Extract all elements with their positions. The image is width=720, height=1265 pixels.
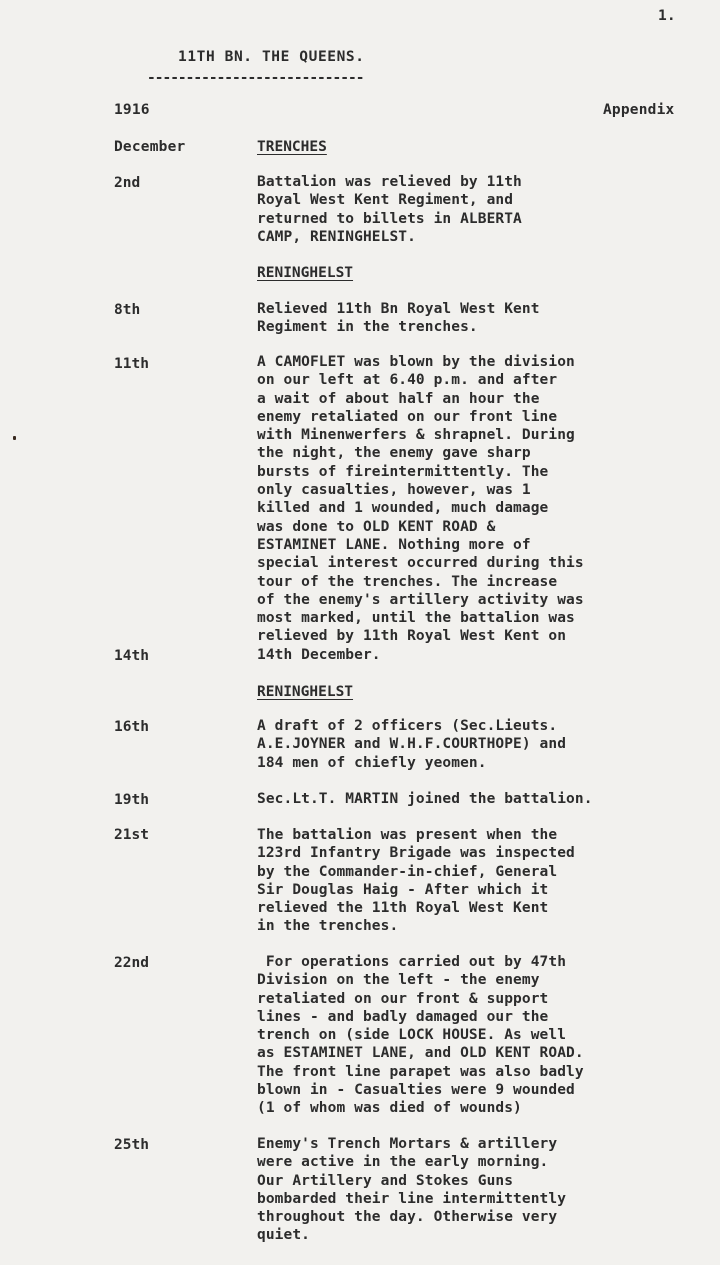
entry-date: 16th xyxy=(114,719,149,735)
section-heading-reninghelst: RENINGHELST xyxy=(257,265,354,281)
diary-entry: A CAMOFLET was blown by the division on our left at 6.40 p.m. and after a wait of about half an hour the enemy retaliated on our front line with Minenwerfers & shrapnel. During the night, the enemy gave sharp bursts of fireintermittently. The only casualties, however, was 1 killed and 1 wounded, much damage was done to OLD KENT ROAD & ESTAMINET LANE. Nothing more of special interest occurred during this tour of the trenches. The increase of the enemy's artillery activity was most marked, until the battalion was relieved by 11th Royal West Kent on 14th December. xyxy=(257,354,584,663)
diary-entry: The battalion was present when the 123rd Infantry Brigade was inspected by the Commander-in-chief, General Sir Douglas Haig - After which it relieved the 11th Royal West Kent in the trenches. xyxy=(257,827,575,935)
title-underline: ---------------------------- xyxy=(147,70,364,86)
entry-date: 21st xyxy=(114,827,149,843)
diary-entry: Sec.Lt.T. MARTIN joined the battalion. xyxy=(257,791,593,807)
diary-entry: A draft of 2 officers (Sec.Lieuts. A.E.JOYNER and W.H.F.COURTHOPE) and 184 men of chiefly yeomen. xyxy=(257,718,567,771)
year-label: 1916 xyxy=(114,102,150,118)
appendix-label: Appendix xyxy=(603,102,675,118)
entry-date: 8th xyxy=(114,302,141,318)
entry-date: 2nd xyxy=(114,175,141,191)
ink-speck xyxy=(13,436,16,440)
page-title: 11TH BN. THE QUEENS. xyxy=(178,49,365,65)
entry-date: 11th xyxy=(114,356,149,372)
page-number: 1. xyxy=(658,8,676,24)
section-heading-reninghelst: RENINGHELST xyxy=(257,684,354,700)
entry-date: 22nd xyxy=(114,955,149,971)
diary-entry: Relieved 11th Bn Royal West Kent Regiment in the trenches. xyxy=(257,301,540,336)
entry-date: 19th xyxy=(114,792,149,808)
diary-entry: For operations carried out by 47th Division on the left - the enemy retaliated on our front & support lines - and badly damaged our the trench on (side LOCK HOUSE. As well as ESTAMINET LANE, and OLD KENT ROAD. The front line parapet was also badly blown in - Casualties were 9 wounded (1 of whom was died of wounds) xyxy=(257,954,584,1117)
entry-date: 25th xyxy=(114,1137,149,1153)
section-heading-trenches: TRENCHES xyxy=(257,139,327,155)
entry-date: 14th xyxy=(114,648,149,664)
diary-entry: Enemy's Trench Mortars & artillery were active in the early morning. Our Artillery and Stokes Guns bombarded their line intermittently throughout the day. Otherwise very quiet. xyxy=(257,1136,567,1244)
diary-entry: Battalion was relieved by 11th Royal West Kent Regiment, and returned to billets in ALBERTA CAMP, RENINGHELST. xyxy=(257,174,522,245)
month-label: December xyxy=(114,139,186,155)
